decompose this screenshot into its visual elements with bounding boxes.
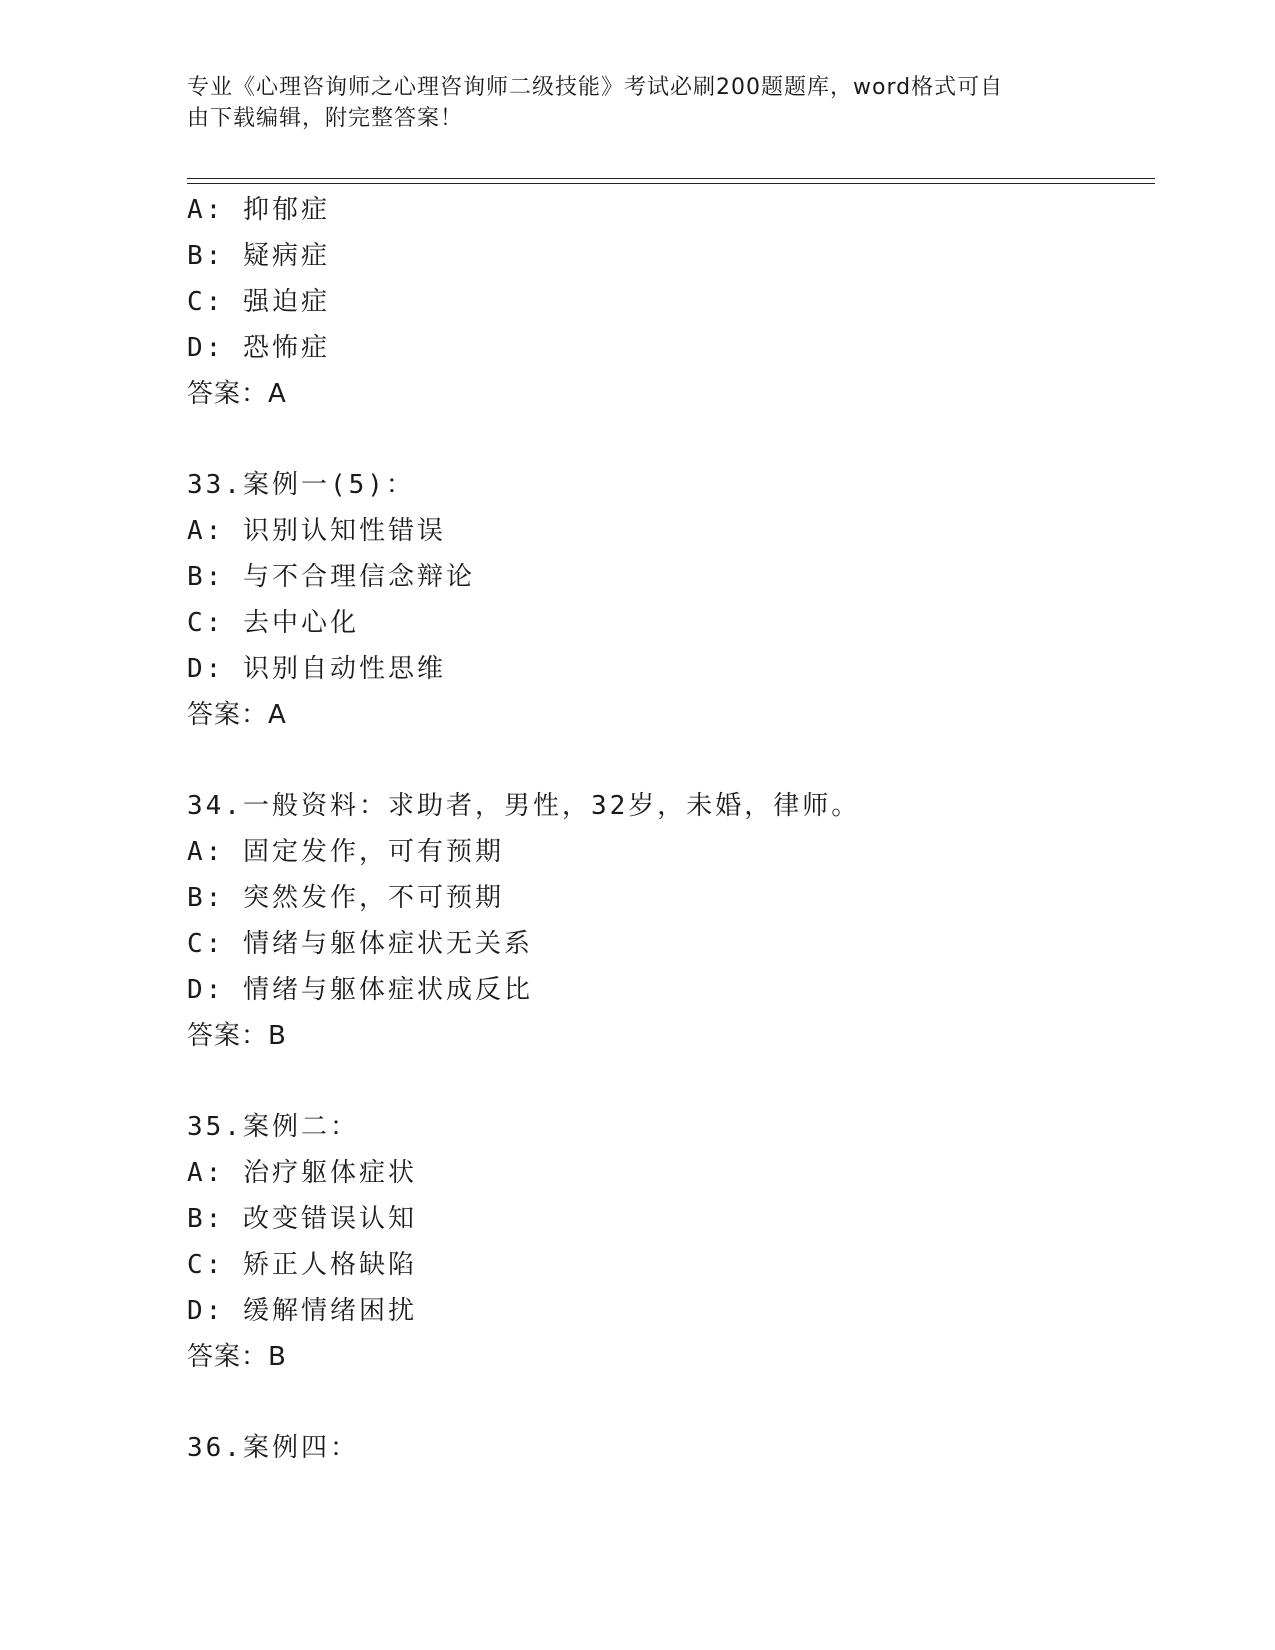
option-b: B: 突然发作，不可预期 [187,883,504,913]
option-d: D: 情绪与躯体症状成反比 [187,975,533,1005]
option-a: A: 固定发作，可有预期 [187,837,504,867]
option-c: C: 情绪与躯体症状无关系 [187,929,533,959]
option-d: D: 恐怖症 [187,333,330,363]
question-title: 34.一般资料：求助者，男性，32岁，未婚，律师。 [187,791,861,821]
question-title: 33.案例一(5)： [187,470,415,500]
header-line-2: 由下载编辑，附完整答案！ [187,106,464,131]
option-a: A: 抑郁症 [187,195,330,225]
option-d: D: 识别自动性思维 [187,654,446,684]
option-b: B: 改变错误认知 [187,1204,417,1234]
header-divider-top [187,178,1155,179]
question-block-34 [187,783,1147,1059]
option-c: C: 矫正人格缺陷 [187,1250,417,1280]
option-c: C: 去中心化 [187,608,359,638]
answer-line: 答案：B [187,1342,287,1372]
question-title: 35.案例二： [187,1112,359,1142]
document-header [187,72,1067,134]
answer-line: 答案：B [187,1021,287,1051]
header-line-1: 专业《心理咨询师之心理咨询师二级技能》考试必刷200题题库，word格式可自 [187,75,1004,100]
option-b: B: 与不合理信念辩论 [187,562,475,592]
header-divider-bottom [187,183,1155,184]
question-list [187,187,1147,1471]
question-block-35 [187,1104,1147,1380]
option-c: C: 强迫症 [187,287,330,317]
question-block-36 [187,1425,1147,1471]
answer-line: 答案：A [187,379,287,409]
answer-line: 答案：A [187,700,287,730]
question-block-33 [187,462,1147,738]
option-a: A: 治疗躯体症状 [187,1158,417,1188]
question-title: 36.案例四： [187,1433,359,1463]
option-d: D: 缓解情绪困扰 [187,1296,417,1326]
option-a: A: 识别认知性错误 [187,516,446,546]
question-block-32 [187,187,1147,417]
option-b: B: 疑病症 [187,241,330,271]
